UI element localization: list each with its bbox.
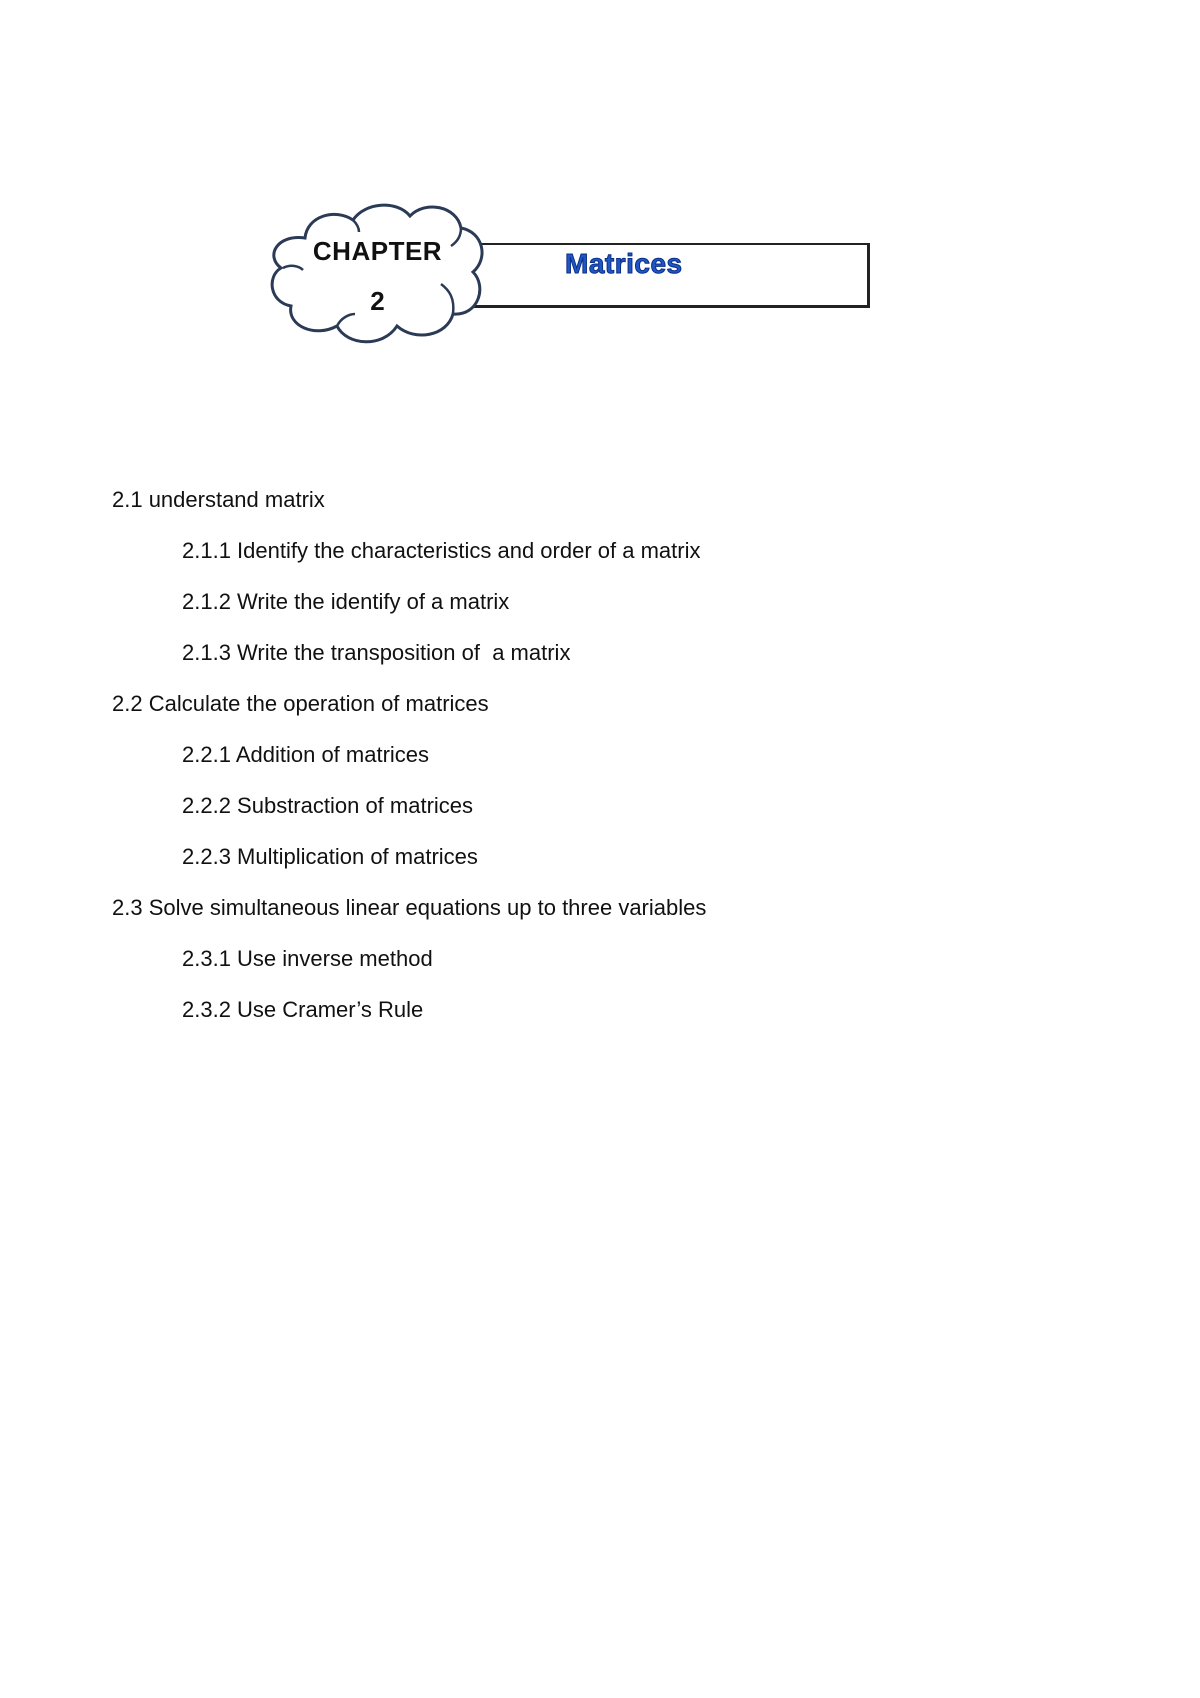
outline-item: 2.3.1 Use inverse method: [182, 946, 433, 971]
chapter-number: 2: [370, 286, 385, 316]
outline-item: 2.3.2 Use Cramer’s Rule: [182, 997, 424, 1022]
chapter-title: Matrices: [565, 248, 683, 279]
outline-item: 2.1 understand matrix: [112, 487, 325, 512]
outline-item: 2.2.1 Addition of matrices: [182, 742, 430, 767]
outline-item: 2.1.1 Identify the characteristics and order of a matrix: [182, 538, 701, 563]
outline-item: 2.1.2 Write the identify of a matrix: [182, 589, 510, 614]
chapter-label: CHAPTER: [312, 236, 443, 266]
outline-item: 2.2.3 Multiplication of matrices: [182, 844, 478, 869]
outline-item: 2.2.2 Substraction of matrices: [182, 793, 474, 818]
outline-item: 2.1.3 Write the transposition of a matrix: [182, 640, 571, 665]
cloud-shape: [265, 198, 490, 348]
chapter-header: [265, 198, 885, 348]
outline-item: 2.2 Calculate the operation of matrices: [112, 691, 489, 716]
outline-item: 2.3 Solve simultaneous linear equations up to three variables: [112, 895, 707, 920]
